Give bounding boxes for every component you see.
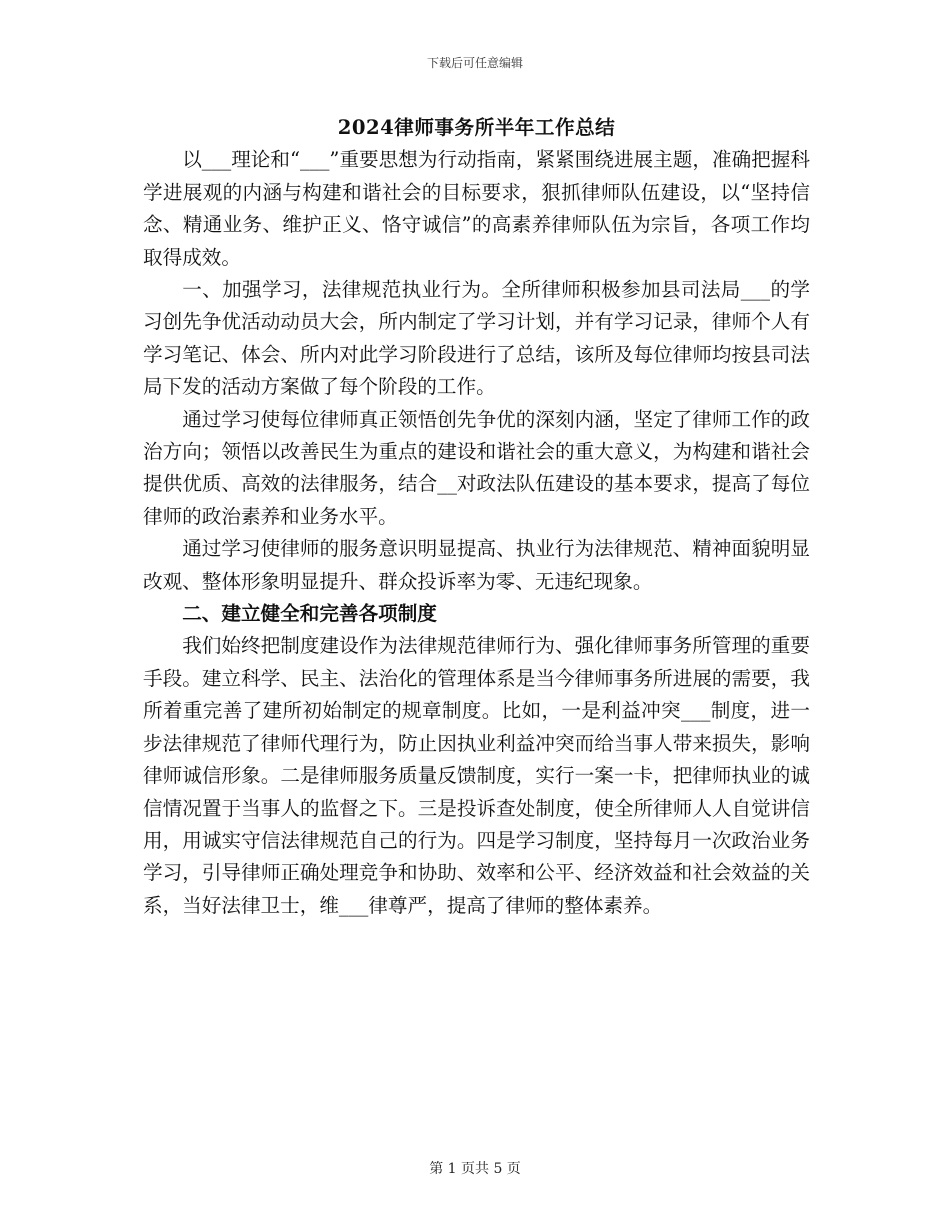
paragraph-section-2: 我们始终把制度建设作为法律规范律师行为、强化律师事务所管理的重要手段。建立科学、民主、法治化的管理体系是当今律师事务所进展的需要，我所着重完善了建所初始制定的规章制度。比如，一是利益冲突___制度，进一步法律规范了律师代理行为，防止因执业利益冲突而给当事人带来损失，影响律师诚信形象。二是律师服务质量反馈制度，实行一案一卡，把律师执业的诚信情况置于当事人的监督之下。三是投诉查处制度，使全所律师人人自觉讲信用，用诚实守信法律规范自己的行为。四是学习制度，坚持每月一次政治业务学习，引导律师正确处理竞争和协助、效率和公平、经济效益和社会效益的关系，当好法律卫士，维___律尊严，提高了律师的整体素养。: [143, 634, 810, 917]
section-heading-2: 二、建立健全和完善各项制度: [182, 602, 437, 626]
paragraph-learning-outcome: 通过学习使每位律师真正领悟创先争优的深刻内涵，坚定了律师工作的政治方向；领悟以改善民生为重点的建设和谐社会的重大意义，为构建和谐社会提供优质、高效的法律服务，结合__对政法队伍建设的基本要求，提高了每位律师的政治素养和业务水平。: [143, 407, 810, 528]
page-number: 第 1 页共 5 页: [429, 1161, 521, 1177]
page-header-note: 下载后可任意编辑: [426, 56, 523, 70]
paragraph-section-1: 一、加强学习，法律规范执业行为。全所律师积极参加县司法局___的学习创先争优活动动员大会，所内制定了学习计划，并有学习记录，律师个人有学习笔记、体会、所内对此学习阶段进行了总结，该所及每位律师均按县司法局下发的活动方案做了每个阶段的工作。: [143, 278, 810, 399]
paragraph-service-improvement: 通过学习使律师的服务意识明显提高、执业行为法律规范、精神面貌明显改观、整体形象明显提升、群众投诉率为零、无违纪现象。: [143, 537, 810, 593]
paragraph-intro: 以___理论和“___”重要思想为行动指南，紧紧围绕进展主题，准确把握科学进展观的内涵与构建和谐社会的目标要求，狠抓律师队伍建设，以“坚持信念、精通业务、维护正义、恪守诚信”的高素养律师队伍为宗旨，各项工作均取得成效。: [143, 148, 810, 269]
document-title: 2024律师事务所半年工作总结: [337, 116, 616, 139]
document-body: [143, 112, 810, 922]
